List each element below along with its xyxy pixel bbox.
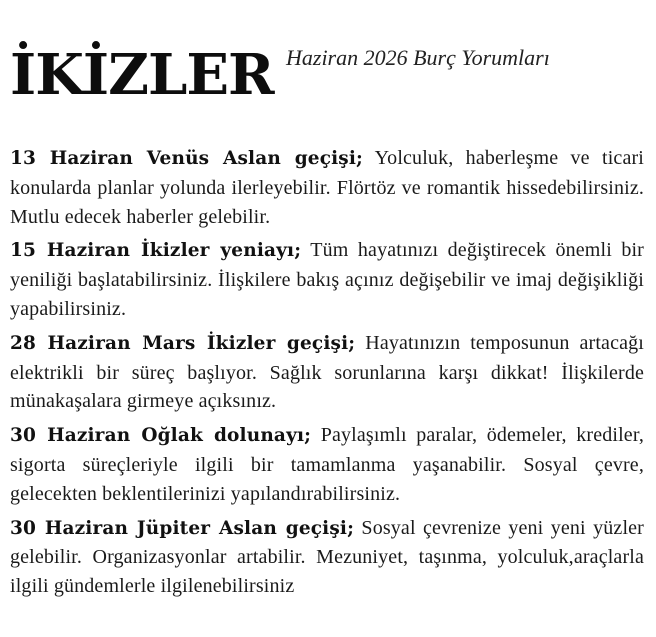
page-header xyxy=(10,40,650,110)
entry-gemini-new-moon xyxy=(10,236,644,323)
entry-text: Tüm hayatınızı değiştirecek önemli bir yeniliği başlatabilirsiniz. İlişkilere bakış açınız değişebilir ve imaj değişikliği yapabilirsiniz. xyxy=(10,239,644,320)
entry-jupiter-leo-transit xyxy=(10,514,644,601)
page-title: İKİZLER xyxy=(10,42,274,108)
entry-heading: 28 Haziran Mars İkizler geçişi; xyxy=(10,332,356,354)
entry-text: Sosyal çevrenize yeni yeni yüzler gelebilir. Organizasyonlar artabilir. Mezuniyet, taşınma, yolculuk,araçlarla ilgili gündemlerle ilgilenebilirsiniz xyxy=(10,516,644,598)
horoscope-body xyxy=(10,144,644,606)
entry-text: Yolculuk, haberleşme ve ticari konularda planlar yolunda ilerleyebilir. Flörtöz ve romantik hissedebilirsiniz. Mutlu edecek haberler gelebilir. xyxy=(10,147,644,228)
entry-text: Hayatınızın temposunun artacağı elektrikli bir süreç başlıyor. Sağlık sorunlarına karşı dikkat! İlişkilerde münakaşalara girmeye açıksınız. xyxy=(10,331,644,413)
entry-capricorn-full-moon xyxy=(10,421,644,508)
entry-venus-leo-transit xyxy=(10,144,644,231)
entry-heading: 30 Haziran Jüpiter Aslan geçişi; xyxy=(10,517,355,539)
entry-mars-gemini-transit xyxy=(10,329,644,416)
entry-heading: 13 Haziran Venüs Aslan geçişi; xyxy=(10,148,364,169)
entry-heading: 30 Haziran Oğlak dolunayı; xyxy=(10,425,312,447)
page-subtitle: Haziran 2026 Burç Yorumları xyxy=(286,45,550,70)
entry-text: Paylaşımlı paralar, ödemeler, krediler, sigorta süreçleriyle ilgili bir tamamlanma yaşanabilir. Sosyal çevre, gelecekten beklentilerinizi yapılandırabilirsiniz. xyxy=(10,424,644,505)
entry-heading: 15 Haziran İkizler yeniayı; xyxy=(10,240,302,262)
